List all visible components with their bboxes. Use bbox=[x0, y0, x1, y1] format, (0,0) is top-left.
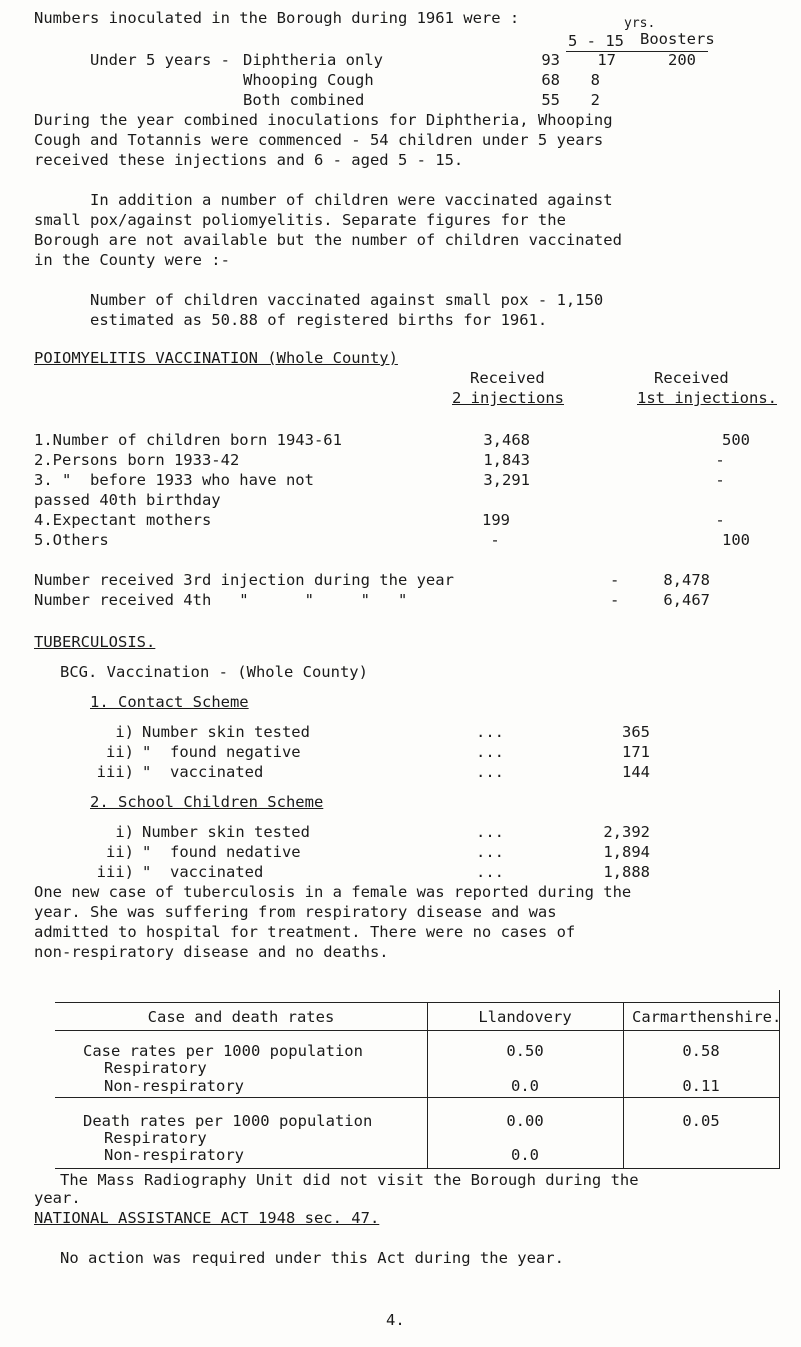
col-received-1: Received bbox=[654, 369, 729, 387]
col-5-15-header: 5 - 15 bbox=[568, 32, 624, 50]
polio-row-label: 4.Expectant mothers bbox=[34, 511, 212, 529]
row-num: ii) bbox=[106, 743, 134, 761]
smallpox-para-line: Borough are not available but the number of children vaccinated bbox=[34, 231, 622, 249]
tb-para-line: admitted to hospital for treatment. There were no cases of bbox=[34, 923, 576, 941]
polio-two-value: - bbox=[490, 531, 500, 549]
row-label: Number skin tested bbox=[142, 823, 310, 841]
polio-two-value: 3,468 bbox=[483, 431, 530, 449]
under5-value: 55 bbox=[541, 91, 560, 109]
row-value: 1,894 bbox=[603, 843, 650, 861]
age5-15-value: 8 bbox=[590, 71, 600, 89]
polio-3rd-label: Number received 3rd injection during the year bbox=[34, 571, 454, 589]
inoculation-row-label: Diphtheria only bbox=[243, 51, 383, 69]
llandovery-value: 0.00 bbox=[506, 1112, 544, 1130]
rates-row-label: Respiratory bbox=[104, 1059, 207, 1077]
combined-para-line: received these injections and 6 - aged 5 - 15. bbox=[34, 151, 464, 169]
row-num: iii) bbox=[96, 763, 134, 781]
rates-header-llandovery: Llandovery bbox=[478, 1008, 572, 1026]
row-value: 1,888 bbox=[603, 863, 650, 881]
polio-4th-value: 6,467 bbox=[663, 591, 710, 609]
row-dots: ... bbox=[476, 843, 504, 861]
rates-header-category: Case and death rates bbox=[147, 1008, 335, 1026]
col-2-injections: 2 injections bbox=[452, 389, 564, 407]
row-num: iii) bbox=[96, 863, 134, 881]
polio-row-label: 2.Persons born 1933-42 bbox=[34, 451, 240, 469]
row-num: i) bbox=[115, 723, 134, 741]
row-value: 171 bbox=[622, 743, 650, 761]
llandovery-value: 0.0 bbox=[511, 1077, 539, 1095]
polio-4th-dash: - bbox=[610, 591, 620, 609]
polio-3rd-value: 8,478 bbox=[663, 571, 710, 589]
llandovery-value: 0.50 bbox=[506, 1042, 544, 1060]
row-label: " vaccinated bbox=[142, 763, 264, 781]
page-number: 4. bbox=[386, 1311, 405, 1329]
polio-first-value: - bbox=[715, 511, 725, 529]
polio-first-value: - bbox=[715, 471, 725, 489]
row-label: Number skin tested bbox=[142, 723, 310, 741]
contact-scheme-title: 1. Contact Scheme bbox=[90, 693, 249, 711]
row-num: i) bbox=[115, 823, 134, 841]
tb-para-line: year. She was suffering from respiratory disease and was bbox=[34, 903, 557, 921]
row-value: 144 bbox=[622, 763, 650, 781]
inoculation-row-label: Both combined bbox=[243, 91, 365, 109]
smallpox-para-line: In addition a number of children were vaccinated against bbox=[90, 191, 613, 209]
boosters-value: 200 bbox=[668, 51, 696, 69]
national-assistance-text: No action was required under this Act during the year. bbox=[60, 1249, 564, 1267]
tb-heading: TUBERCULOSIS. bbox=[34, 633, 156, 651]
row-dots: ... bbox=[476, 743, 504, 761]
row-value: 365 bbox=[622, 723, 650, 741]
yrs-label: yrs. bbox=[624, 16, 656, 31]
polio-row-label: 3. " before 1933 who have not bbox=[34, 471, 314, 489]
polio-row-label: passed 40th birthday bbox=[34, 491, 221, 509]
case-rates-title: Case rates per 1000 population bbox=[83, 1042, 363, 1060]
carmarthenshire-value: 0.58 bbox=[682, 1042, 720, 1060]
tb-para-line: One new case of tuberculosis in a female was reported during the bbox=[34, 883, 632, 901]
combined-para-line: Cough and Totannis were commenced - 54 children under 5 years bbox=[34, 131, 604, 149]
polio-row-label: 1.Number of children born 1943-61 bbox=[34, 431, 342, 449]
polio-two-value: 199 bbox=[482, 511, 510, 529]
polio-first-value: 100 bbox=[722, 531, 750, 549]
row-dots: ... bbox=[476, 863, 504, 881]
under5-value: 68 bbox=[541, 71, 560, 89]
row-dots: ... bbox=[476, 763, 504, 781]
age5-15-value: 2 bbox=[590, 91, 600, 109]
polio-4th-label: Number received 4th " " " " bbox=[34, 591, 408, 609]
national-assistance-heading: NATIONAL ASSISTANCE ACT 1948 sec. 47. bbox=[34, 1209, 380, 1227]
polio-heading: POIOMYELITIS VACCINATION (Whole County) bbox=[34, 349, 398, 367]
smallpox-summary-line: estimated as 50.88 of registered births for 1961. bbox=[90, 311, 548, 329]
col-boosters-header: Boosters bbox=[640, 30, 715, 48]
radiography-line: The Mass Radiography Unit did not visit the Borough during the bbox=[60, 1171, 639, 1189]
row-num: ii) bbox=[106, 843, 134, 861]
polio-two-value: 1,843 bbox=[483, 451, 530, 469]
inoculation-intro: Numbers inoculated in the Borough during 1961 were : bbox=[34, 9, 520, 27]
combined-para-line: During the year combined inoculations for Diphtheria, Whooping bbox=[34, 111, 613, 129]
under-5-label: Under 5 years - bbox=[90, 51, 230, 69]
age5-15-value: 17 bbox=[597, 51, 616, 69]
rates-row-label: Respiratory bbox=[104, 1129, 207, 1147]
row-dots: ... bbox=[476, 723, 504, 741]
tb-para-line: non-respiratory disease and no deaths. bbox=[34, 943, 389, 961]
death-rates-title: Death rates per 1000 population bbox=[83, 1112, 373, 1130]
rates-row-label: Non-respiratory bbox=[104, 1077, 244, 1095]
rates-header-carmarthenshire: Carmarthenshire. bbox=[632, 1008, 782, 1026]
col-received-2: Received bbox=[470, 369, 545, 387]
llandovery-value: 0.0 bbox=[511, 1146, 539, 1164]
rates-row-label: Non-respiratory bbox=[104, 1146, 244, 1164]
polio-first-value: - bbox=[715, 451, 725, 469]
smallpox-summary-line: Number of children vaccinated against small pox - 1,150 bbox=[90, 291, 604, 309]
under5-value: 93 bbox=[541, 51, 560, 69]
row-label: " vaccinated bbox=[142, 863, 264, 881]
carmarthenshire-value: 0.05 bbox=[682, 1112, 720, 1130]
polio-two-value: 3,291 bbox=[483, 471, 530, 489]
row-label: " found negative bbox=[142, 743, 301, 761]
row-value: 2,392 bbox=[603, 823, 650, 841]
col-1st-injections: 1st injections. bbox=[637, 389, 777, 407]
polio-first-value: 500 bbox=[722, 431, 750, 449]
polio-3rd-dash: - bbox=[610, 571, 620, 589]
school-scheme-title: 2. School Children Scheme bbox=[90, 793, 324, 811]
carmarthenshire-value: 0.11 bbox=[682, 1077, 720, 1095]
smallpox-para-line: in the County were :- bbox=[34, 251, 230, 269]
row-dots: ... bbox=[476, 823, 504, 841]
smallpox-para-line: small pox/against poliomyelitis. Separate figures for the bbox=[34, 211, 566, 229]
polio-row-label: 5.Others bbox=[34, 531, 109, 549]
inoculation-row-label: Whooping Cough bbox=[243, 71, 374, 89]
bcg-heading: BCG. Vaccination - (Whole County) bbox=[60, 663, 368, 681]
row-label: " found nedative bbox=[142, 843, 301, 861]
radiography-line: year. bbox=[34, 1189, 81, 1207]
